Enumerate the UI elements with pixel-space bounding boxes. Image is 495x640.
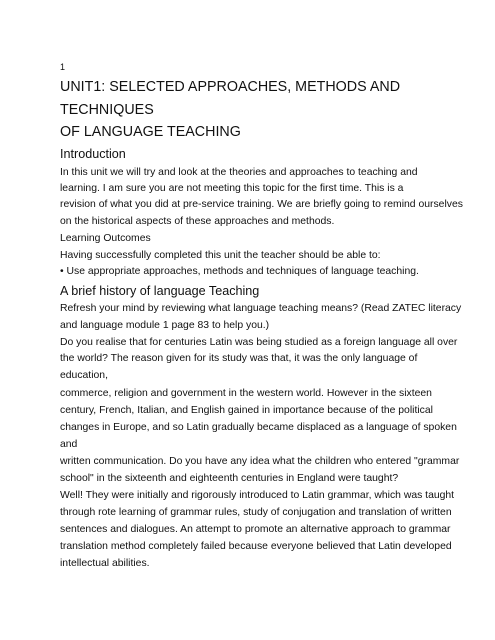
- introduction-line: In this unit we will try and look at the theories and approaches to teaching and: [60, 167, 418, 178]
- introduction-line: revision of what you did at pre-service training. We are briefly going to remind ourselves: [60, 199, 463, 210]
- history-line: Refresh your mind by reviewing what language teaching means? (Read ZATEC literacy: [60, 303, 462, 314]
- introduction-heading: Introduction: [60, 147, 126, 161]
- unit-title-line-1: UNIT1: SELECTED APPROACHES, METHODS AND: [60, 79, 401, 95]
- page-number: 1: [60, 62, 66, 72]
- unit-title-line-3: OF LANGUAGE TEACHING: [60, 124, 241, 140]
- history-line: written communication. Do you have any idea what the children who entered "grammar: [60, 456, 460, 467]
- history-line: translation method completely failed because everyone believed that Latin developed: [60, 541, 452, 552]
- history-line: and language module 1 page 83 to help you.): [60, 320, 270, 331]
- history-line: through rote learning of grammar rules, study of conjugation and translation of written: [60, 507, 452, 518]
- history-line: school" in the sixteenth and eighteenth centuries in England were taught?: [60, 473, 399, 484]
- introduction-line: learning. I am sure you are not meeting this topic for the first time. This is a: [60, 183, 404, 194]
- learning-outcomes-line: Having successfully completed this unit the teacher should be able to:: [60, 250, 381, 261]
- introduction-line: on the historical aspects of these approaches and methods.: [60, 216, 335, 227]
- history-line: intellectual abilities.: [60, 558, 150, 569]
- learning-outcomes-heading: Learning Outcomes: [60, 233, 151, 244]
- history-line: the world? The reason given for its study was that, it was the only language of: [60, 353, 418, 364]
- history-line: Well! They were initially and rigorously introduced to Latin grammar, which was taught: [60, 490, 455, 501]
- history-line: education,: [60, 370, 108, 381]
- history-line: sentences and dialogues. An attempt to promote an alternative approach to grammar: [60, 524, 451, 535]
- history-line: changes in Europe, and so Latin gradually became displaced as a language of spoken: [60, 422, 457, 433]
- history-line: Do you realise that for centuries Latin was being studied as a foreign language all over: [60, 337, 458, 348]
- history-line: commerce, religion and government in the western world. However in the sixteen: [60, 388, 432, 399]
- history-heading: A brief history of language Teaching: [60, 284, 260, 298]
- history-line: and: [60, 439, 78, 450]
- learning-outcomes-bullet: • Use appropriate approaches, methods and techniques of language teaching.: [60, 266, 419, 277]
- history-line: century, French, Italian, and English gained in importance because of the political: [60, 405, 433, 416]
- unit-title-line-2: TECHNIQUES: [60, 102, 154, 118]
